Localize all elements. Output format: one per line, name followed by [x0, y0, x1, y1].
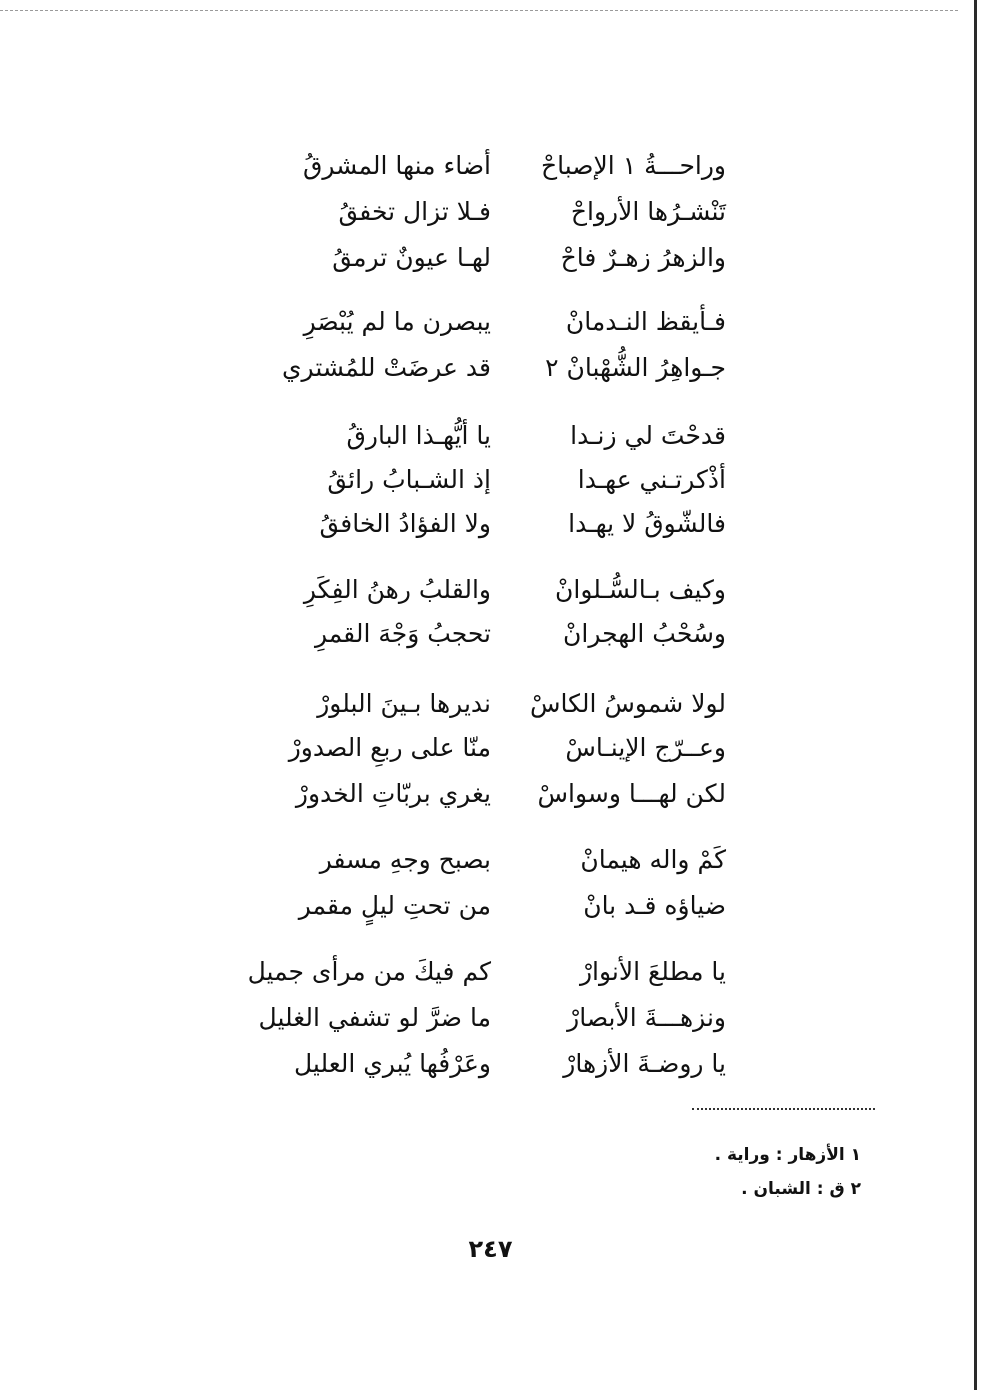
verse [266, 146, 726, 186]
verse [266, 460, 726, 500]
footnote-divider [692, 1108, 875, 1110]
first-hemistich: ضياؤه قـد بانْ [583, 891, 726, 920]
verse [266, 238, 726, 278]
second-hemistich: بصبح وجهِ مسفر [319, 845, 491, 874]
second-hemistich: يا أيُّهـذا البارقُ [346, 421, 491, 450]
second-hemistich: ما ضرَّ لو تشفي الغليل [258, 1003, 491, 1032]
second-hemistich: لهـا عيونٌ ترمقُ [332, 243, 491, 272]
footnote-1: ١ الأزهار : وراية . [714, 1145, 861, 1165]
first-hemistich: يا روضـةَ الأزهارْ [563, 1049, 726, 1078]
second-hemistich: يبصرن ما لم يُبْصَرِ [303, 307, 491, 336]
second-hemistich: أضاء منها المشرقُ [302, 151, 491, 180]
second-hemistich: إذ الشـبابُ رائقُ [327, 465, 491, 494]
first-hemistich: كَمْ واله هيمانْ [580, 845, 726, 874]
second-hemistich: وعَرْفُها يُبري العليل [293, 1049, 491, 1078]
first-hemistich: لولا شموسُ الكاسْ [529, 689, 726, 718]
verse [266, 302, 726, 342]
second-hemistich: فـلا تزال تخفقُ [338, 197, 491, 226]
verse [266, 886, 726, 926]
verse [266, 416, 726, 456]
second-hemistich: من تحتِ ليلٍ مقمر [298, 891, 491, 920]
first-hemistich: أذْكرتـني عهـدا [577, 465, 726, 494]
first-hemistich: وسُحْبُ الهجرانْ [563, 619, 726, 648]
second-hemistich: منّا على ربعِ الصدورْ [288, 733, 491, 762]
verse [266, 504, 726, 544]
first-hemistich: تَنْشـرُها الأرواحْ [570, 197, 726, 226]
verse [266, 192, 726, 232]
first-hemistich: فـأيقظ النـدمانْ [565, 307, 726, 336]
verse [266, 774, 726, 814]
first-hemistich: وكيف بـالسُّـلوانْ [555, 575, 726, 604]
first-hemistich: قدحْتَ لي زنـدا [570, 421, 726, 450]
second-hemistich: تحجبُ وَجْهَ القمرِ [314, 619, 491, 648]
second-hemistich: قد عرضَتْ للمُشتري [281, 353, 491, 382]
first-hemistich: لكن لهـــا وسواسْ [537, 779, 726, 808]
verse [266, 684, 726, 724]
second-hemistich: كم فيكَ من مرأى جميل [247, 957, 491, 986]
verse [266, 614, 726, 654]
first-hemistich: ونزهـــةَ الأبصارْ [567, 1003, 726, 1032]
first-hemistich: يا مطلعَ الأنوارْ [579, 957, 726, 986]
second-hemistich: يغري بربّاتِ الخدورْ [295, 779, 491, 808]
verse [247, 952, 726, 992]
second-hemistich: نديرها بـينَ البلورْ [317, 689, 491, 718]
page-number: ٢٤٧ [468, 1235, 513, 1263]
verse [266, 348, 726, 388]
first-hemistich: فالشّوقُ لا يهـدا [568, 509, 726, 538]
first-hemistich: جـواهِرُ الشُّهْبانْ ٢ [545, 353, 726, 382]
first-hemistich: وعــرّج الإينـاسْ [565, 733, 726, 762]
first-hemistich: وراحـــةُ ١ الإصباحْ [541, 151, 726, 180]
verse [258, 998, 726, 1038]
second-hemistich: ولا الفؤادُ الخافقُ [319, 509, 491, 538]
first-hemistich: والزهرُ زهـرٌ فاحْ [560, 243, 726, 272]
verse [266, 840, 726, 880]
footnote-2: ٢ ق : الشبان . [741, 1179, 861, 1199]
verse [266, 570, 726, 610]
second-hemistich: والقلبُ رهنُ الفِكَرِ [303, 575, 491, 604]
verse [266, 1044, 726, 1084]
verse [266, 728, 726, 768]
footnotes [715, 1138, 861, 1206]
